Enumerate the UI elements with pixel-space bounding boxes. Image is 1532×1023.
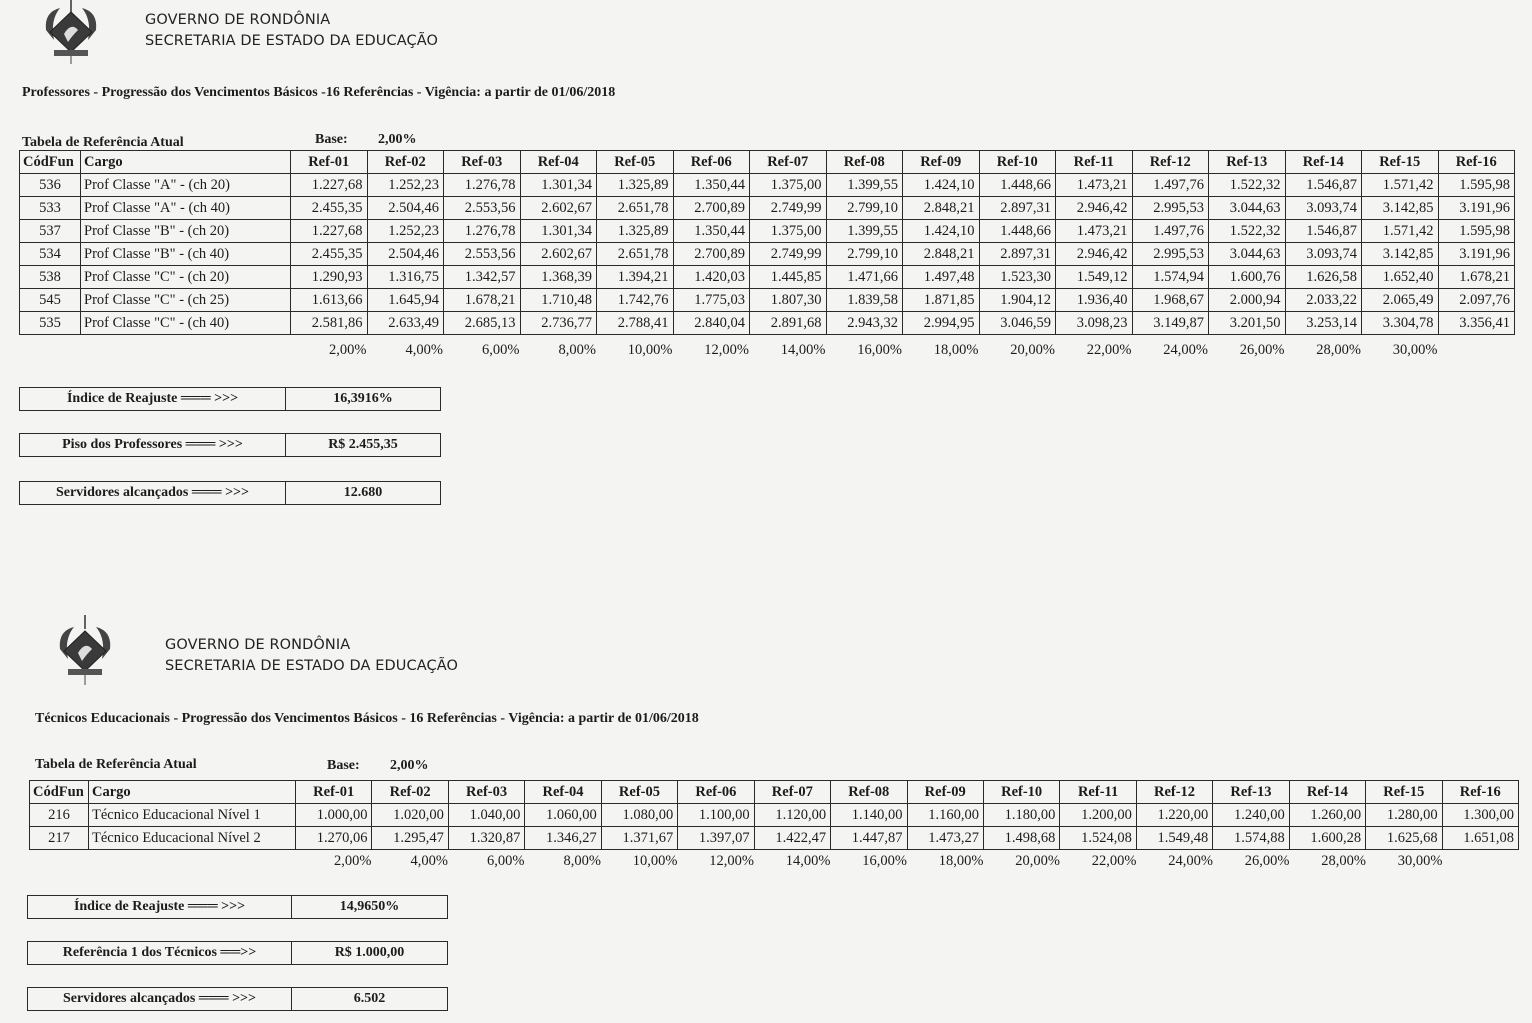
cell-codfun: 534 <box>20 243 81 266</box>
column-header-cargo: Cargo <box>89 781 296 804</box>
summary-value: 14,9650% <box>339 899 400 914</box>
table-row <box>20 197 1515 220</box>
percentage-label: 26,00% <box>1239 342 1285 358</box>
cell-cargo: Prof Classe "C" - (ch 20) <box>81 266 291 289</box>
percentage-label: 14,00% <box>785 853 831 869</box>
cell-codfun: 537 <box>20 220 81 243</box>
cell-salary-value: 1.473,21 <box>1056 220 1133 243</box>
cell-salary-value: 1.651,08 <box>1442 827 1518 850</box>
column-header-ref: Ref-07 <box>754 781 830 804</box>
cell-salary-value: 1.424,10 <box>903 220 980 243</box>
org-department: SECRETARIA DE ESTADO DA EDUCAÇÃO <box>145 33 438 49</box>
cell-salary-value: 1.252,23 <box>367 174 444 197</box>
cell-salary-value: 1.595,98 <box>1438 220 1515 243</box>
cell-salary-value: 2.685,13 <box>444 312 521 335</box>
cell-salary-value: 1.220,00 <box>1136 804 1212 827</box>
table-row <box>30 827 1519 850</box>
tecnicos-title: Técnicos Educacionais - Progressão dos Vencimentos Básicos - 16 Referências - Vigência: a partir de 01/06/2018 <box>35 711 699 726</box>
cell-salary-value: 1.301,34 <box>520 220 597 243</box>
cell-salary-value: 3.142,85 <box>1362 243 1439 266</box>
tecnicos-salary-table <box>29 780 1519 850</box>
cell-salary-value: 3.253,14 <box>1285 312 1362 335</box>
column-header-codfun: CódFun <box>30 781 89 804</box>
cell-cargo: Prof Classe "B" - (ch 20) <box>81 220 291 243</box>
cell-salary-value: 2.700,89 <box>673 243 750 266</box>
cell-salary-value: 2.700,89 <box>673 197 750 220</box>
percentage-label: 30,00% <box>1397 853 1443 869</box>
percentage-label: 18,00% <box>938 853 984 869</box>
percentage-label: 24,00% <box>1168 853 1213 869</box>
cell-salary-value: 1.574,88 <box>1213 827 1289 850</box>
cell-salary-value: 1.375,00 <box>750 174 827 197</box>
summary-box <box>19 481 441 505</box>
percentage-label: 8,00% <box>563 853 601 869</box>
percentage-label: 20,00% <box>1010 342 1055 358</box>
cell-salary-value: 1.626,58 <box>1285 266 1362 289</box>
summary-label: Servidores alcançados ═══ >>> <box>20 482 286 504</box>
cell-salary-value: 1.342,57 <box>444 266 521 289</box>
column-header-ref: Ref-06 <box>678 781 754 804</box>
cell-salary-value: 1.571,42 <box>1362 220 1439 243</box>
cell-salary-value: 1.227,68 <box>291 174 368 197</box>
cell-salary-value: 1.678,21 <box>1438 266 1515 289</box>
column-header-ref: Ref-16 <box>1438 151 1515 174</box>
tecnicos-caption: Tabela de Referência Atual <box>35 757 197 772</box>
cell-salary-value: 1.448,66 <box>979 220 1056 243</box>
percentage-label: 10,00% <box>632 853 678 869</box>
summary-value: 12.680 <box>343 485 383 500</box>
column-header-ref: Ref-08 <box>826 151 903 174</box>
cell-salary-value: 2.943,32 <box>826 312 903 335</box>
professores-caption: Tabela de Referência Atual <box>22 135 184 150</box>
cell-salary-value: 1.368,39 <box>520 266 597 289</box>
column-header-ref: Ref-01 <box>296 781 372 804</box>
percentage-label: 2,00% <box>329 342 367 358</box>
cell-cargo: Técnico Educacional Nível 2 <box>89 827 296 850</box>
cell-salary-value: 2.065,49 <box>1362 289 1439 312</box>
cell-salary-value: 1.600,28 <box>1289 827 1365 850</box>
cell-cargo: Prof Classe "B" - (ch 40) <box>81 243 291 266</box>
cell-cargo: Prof Classe "C" - (ch 40) <box>81 312 291 335</box>
cell-salary-value: 1.100,00 <box>678 804 754 827</box>
cell-codfun: 533 <box>20 197 81 220</box>
cell-salary-value: 1.371,67 <box>601 827 677 850</box>
percentage-label: 20,00% <box>1015 853 1060 869</box>
cell-salary-value: 1.571,42 <box>1362 174 1439 197</box>
cell-salary-value: 3.046,59 <box>979 312 1056 335</box>
org-header <box>145 10 438 52</box>
percentage-label: 10,00% <box>627 342 673 358</box>
cell-codfun: 538 <box>20 266 81 289</box>
org-header <box>165 635 458 677</box>
percentage-label: 4,00% <box>405 342 443 358</box>
cell-salary-value: 1.471,66 <box>826 266 903 289</box>
cell-salary-value: 1.549,48 <box>1136 827 1212 850</box>
cell-cargo: Prof Classe "A" - (ch 20) <box>81 174 291 197</box>
cell-salary-value: 1.375,00 <box>750 220 827 243</box>
column-header-ref: Ref-06 <box>673 151 750 174</box>
table-row <box>20 174 1515 197</box>
percentage-label: 2,00% <box>334 853 372 869</box>
cell-salary-value: 1.546,87 <box>1285 220 1362 243</box>
cell-salary-value: 2.994,95 <box>903 312 980 335</box>
cell-salary-value: 1.000,00 <box>296 804 372 827</box>
column-header-ref: Ref-10 <box>979 151 1056 174</box>
cell-salary-value: 1.140,00 <box>831 804 907 827</box>
column-header-ref: Ref-07 <box>750 151 827 174</box>
cell-salary-value: 1.839,58 <box>826 289 903 312</box>
column-header-ref: Ref-15 <box>1366 781 1442 804</box>
table-row <box>20 266 1515 289</box>
cell-salary-value: 3.201,50 <box>1209 312 1286 335</box>
cell-salary-value: 2.848,21 <box>903 197 980 220</box>
cell-salary-value: 1.524,08 <box>1060 827 1136 850</box>
cell-salary-value: 3.044,63 <box>1209 243 1286 266</box>
cell-salary-value: 1.522,32 <box>1209 174 1286 197</box>
org-department: SECRETARIA DE ESTADO DA EDUCAÇÃO <box>165 658 458 674</box>
column-header-ref: Ref-03 <box>444 151 521 174</box>
column-header-ref: Ref-02 <box>372 781 448 804</box>
cell-salary-value: 1.020,00 <box>372 804 448 827</box>
column-header-ref: Ref-11 <box>1056 151 1133 174</box>
cell-salary-value: 2.897,31 <box>979 243 1056 266</box>
cell-salary-value: 1.625,68 <box>1366 827 1442 850</box>
cell-salary-value: 1.473,21 <box>1056 174 1133 197</box>
percentage-label: 8,00% <box>558 342 596 358</box>
summary-value: 16,3916% <box>333 391 393 406</box>
column-header-ref: Ref-12 <box>1136 781 1212 804</box>
cell-salary-value: 2.736,77 <box>520 312 597 335</box>
cell-salary-value: 1.260,00 <box>1289 804 1365 827</box>
cell-salary-value: 1.871,85 <box>903 289 980 312</box>
cell-salary-value: 2.840,04 <box>673 312 750 335</box>
summary-box <box>27 895 448 919</box>
summary-label: Índice de Reajuste ═══ >>> <box>28 896 292 918</box>
percentage-label: 16,00% <box>862 853 907 869</box>
column-header-ref: Ref-15 <box>1362 151 1439 174</box>
cell-salary-value: 1.710,48 <box>520 289 597 312</box>
cell-salary-value: 1.445,85 <box>750 266 827 289</box>
cell-salary-value: 1.645,94 <box>367 289 444 312</box>
cell-salary-value: 1.652,40 <box>1362 266 1439 289</box>
table-row <box>20 220 1515 243</box>
column-header-ref: Ref-11 <box>1060 781 1136 804</box>
professores-base-value: 2,00% <box>378 132 417 147</box>
cell-salary-value: 3.304,78 <box>1362 312 1439 335</box>
percentage-label: 30,00% <box>1392 342 1438 358</box>
percentage-label: 6,00% <box>487 853 525 869</box>
cell-salary-value: 1.546,87 <box>1285 174 1362 197</box>
cell-salary-value: 1.522,32 <box>1209 220 1286 243</box>
cell-salary-value: 1.936,40 <box>1056 289 1133 312</box>
cell-salary-value: 2.946,42 <box>1056 197 1133 220</box>
cell-salary-value: 1.160,00 <box>907 804 983 827</box>
cell-salary-value: 3.098,23 <box>1056 312 1133 335</box>
cell-codfun: 217 <box>30 827 89 850</box>
cell-salary-value: 1.497,48 <box>903 266 980 289</box>
cell-salary-value: 2.455,35 <box>291 243 368 266</box>
cell-salary-value: 2.581,86 <box>291 312 368 335</box>
cell-salary-value: 1.448,66 <box>979 174 1056 197</box>
cell-salary-value: 1.325,89 <box>597 174 674 197</box>
cell-salary-value: 1.420,03 <box>673 266 750 289</box>
summary-box <box>27 941 448 965</box>
org-name: GOVERNO DE RONDÔNIA <box>165 637 351 653</box>
tecnicos-percentage-row <box>295 853 1443 870</box>
cell-salary-value: 1.080,00 <box>601 804 677 827</box>
column-header-ref: Ref-14 <box>1285 151 1362 174</box>
cell-salary-value: 2.553,56 <box>444 243 521 266</box>
professores-salary-table <box>19 150 1515 335</box>
cell-salary-value: 1.252,23 <box>367 220 444 243</box>
cell-salary-value: 1.422,47 <box>754 827 830 850</box>
percentage-label: 24,00% <box>1163 342 1208 358</box>
cell-salary-value: 1.574,94 <box>1132 266 1209 289</box>
column-header-ref: Ref-13 <box>1209 151 1286 174</box>
cell-salary-value: 2.799,10 <box>826 197 903 220</box>
cell-codfun: 535 <box>20 312 81 335</box>
cell-salary-value: 1.316,75 <box>367 266 444 289</box>
table-row <box>30 804 1519 827</box>
percentage-label: 6,00% <box>482 342 520 358</box>
cell-salary-value: 1.678,21 <box>444 289 521 312</box>
cell-salary-value: 1.200,00 <box>1060 804 1136 827</box>
professores-percentage-row <box>290 342 1438 359</box>
percentage-label: 4,00% <box>410 853 448 869</box>
column-header-ref: Ref-10 <box>983 781 1059 804</box>
cell-salary-value: 1.270,06 <box>296 827 372 850</box>
column-header-ref: Ref-05 <box>601 781 677 804</box>
percentage-label: 16,00% <box>857 342 902 358</box>
column-header-ref: Ref-04 <box>525 781 601 804</box>
cell-salary-value: 1.325,89 <box>597 220 674 243</box>
professores-base-label: Base: <box>315 132 348 147</box>
cell-salary-value: 1.613,66 <box>291 289 368 312</box>
column-header-ref: Ref-08 <box>831 781 907 804</box>
cell-salary-value: 2.799,10 <box>826 243 903 266</box>
percentage-label: 12,00% <box>704 342 749 358</box>
cell-salary-value: 1.276,78 <box>444 174 521 197</box>
cell-salary-value: 2.995,53 <box>1132 243 1209 266</box>
cell-salary-value: 1.280,00 <box>1366 804 1442 827</box>
cell-salary-value: 1.276,78 <box>444 220 521 243</box>
column-header-ref: Ref-14 <box>1289 781 1365 804</box>
percentage-label: 28,00% <box>1316 342 1361 358</box>
cell-salary-value: 1.807,30 <box>750 289 827 312</box>
org-name: GOVERNO DE RONDÔNIA <box>145 12 331 28</box>
cell-salary-value: 3.044,63 <box>1209 197 1286 220</box>
column-header-ref: Ref-04 <box>520 151 597 174</box>
cell-salary-value: 2.995,53 <box>1132 197 1209 220</box>
cell-salary-value: 2.788,41 <box>597 312 674 335</box>
cell-salary-value: 1.397,07 <box>678 827 754 850</box>
cell-salary-value: 1.060,00 <box>525 804 601 827</box>
summary-value: 6.502 <box>353 991 386 1006</box>
cell-salary-value: 3.191,96 <box>1438 197 1515 220</box>
cell-salary-value: 3.093,74 <box>1285 243 1362 266</box>
cell-salary-value: 2.602,67 <box>520 197 597 220</box>
cell-salary-value: 1.394,21 <box>597 266 674 289</box>
column-header-ref: Ref-12 <box>1132 151 1209 174</box>
cell-salary-value: 3.356,41 <box>1438 312 1515 335</box>
cell-salary-value: 2.946,42 <box>1056 243 1133 266</box>
percentage-label: 12,00% <box>709 853 754 869</box>
tecnicos-base-value: 2,00% <box>390 758 429 773</box>
cell-salary-value: 3.142,85 <box>1362 197 1439 220</box>
cell-salary-value: 1.523,30 <box>979 266 1056 289</box>
cell-salary-value: 2.602,67 <box>520 243 597 266</box>
cell-salary-value: 1.346,27 <box>525 827 601 850</box>
percentage-label: 18,00% <box>933 342 979 358</box>
column-header-cargo: Cargo <box>81 151 291 174</box>
table-header-row <box>30 781 1519 804</box>
percentage-label: 28,00% <box>1321 853 1366 869</box>
column-header-ref: Ref-05 <box>597 151 674 174</box>
cell-salary-value: 1.180,00 <box>983 804 1059 827</box>
cell-salary-value: 3.093,74 <box>1285 197 1362 220</box>
cell-salary-value: 1.904,12 <box>979 289 1056 312</box>
cell-salary-value: 2.000,94 <box>1209 289 1286 312</box>
column-header-ref: Ref-02 <box>367 151 444 174</box>
cell-salary-value: 1.424,10 <box>903 174 980 197</box>
cell-salary-value: 2.897,31 <box>979 197 1056 220</box>
cell-salary-value: 1.240,00 <box>1213 804 1289 827</box>
column-header-ref: Ref-03 <box>448 781 524 804</box>
state-crest-logo <box>52 615 118 687</box>
cell-salary-value: 1.040,00 <box>448 804 524 827</box>
cell-salary-value: 1.600,76 <box>1209 266 1286 289</box>
table-row <box>20 289 1515 312</box>
cell-salary-value: 2.651,78 <box>597 243 674 266</box>
column-header-ref: Ref-16 <box>1442 781 1518 804</box>
cell-salary-value: 1.498,68 <box>983 827 1059 850</box>
cell-salary-value: 1.300,00 <box>1442 804 1518 827</box>
summary-value: R$ 1.000,00 <box>334 945 405 960</box>
percentage-label: 26,00% <box>1244 853 1290 869</box>
cell-salary-value: 2.633,49 <box>367 312 444 335</box>
cell-salary-value: 1.301,34 <box>520 174 597 197</box>
cell-salary-value: 1.968,67 <box>1132 289 1209 312</box>
cell-salary-value: 1.227,68 <box>291 220 368 243</box>
summary-value: R$ 2.455,35 <box>328 437 398 452</box>
cell-salary-value: 2.553,56 <box>444 197 521 220</box>
summary-box <box>19 433 441 457</box>
cell-salary-value: 2.504,46 <box>367 197 444 220</box>
cell-codfun: 545 <box>20 289 81 312</box>
professores-title: Professores - Progressão dos Vencimentos Básicos -16 Referências - Vigência: a partir de 01/06/2018 <box>22 85 616 100</box>
cell-salary-value: 2.848,21 <box>903 243 980 266</box>
cell-codfun: 216 <box>30 804 89 827</box>
state-crest-logo <box>38 0 104 66</box>
cell-cargo: Prof Classe "C" - (ch 25) <box>81 289 291 312</box>
cell-salary-value: 2.033,22 <box>1285 289 1362 312</box>
cell-salary-value: 1.320,87 <box>448 827 524 850</box>
cell-salary-value: 3.149,87 <box>1132 312 1209 335</box>
cell-salary-value: 1.447,87 <box>831 827 907 850</box>
cell-salary-value: 1.399,55 <box>826 174 903 197</box>
table-row <box>20 312 1515 335</box>
cell-salary-value: 1.350,44 <box>673 174 750 197</box>
cell-salary-value: 1.295,47 <box>372 827 448 850</box>
summary-label: Servidores alcançados ═══ >>> <box>28 988 292 1010</box>
cell-salary-value: 1.549,12 <box>1056 266 1133 289</box>
cell-salary-value: 1.595,98 <box>1438 174 1515 197</box>
cell-salary-value: 1.497,76 <box>1132 220 1209 243</box>
table-row <box>20 243 1515 266</box>
cell-cargo: Prof Classe "A" - (ch 40) <box>81 197 291 220</box>
summary-label: Referência 1 dos Técnicos ══>> <box>28 942 292 964</box>
cell-salary-value: 3.191,96 <box>1438 243 1515 266</box>
summary-label: Piso dos Professores ═══ >>> <box>20 434 286 456</box>
tecnicos-base-label: Base: <box>327 758 360 773</box>
summary-box <box>27 987 448 1011</box>
cell-salary-value: 2.504,46 <box>367 243 444 266</box>
cell-salary-value: 1.120,00 <box>754 804 830 827</box>
cell-salary-value: 1.742,76 <box>597 289 674 312</box>
column-header-ref: Ref-01 <box>291 151 368 174</box>
cell-salary-value: 1.290,93 <box>291 266 368 289</box>
percentage-label: 14,00% <box>780 342 826 358</box>
summary-box <box>19 387 441 411</box>
cell-salary-value: 1.473,27 <box>907 827 983 850</box>
cell-cargo: Técnico Educacional Nível 1 <box>89 804 296 827</box>
cell-salary-value: 2.651,78 <box>597 197 674 220</box>
cell-salary-value: 2.749,99 <box>750 243 827 266</box>
cell-salary-value: 2.455,35 <box>291 197 368 220</box>
cell-salary-value: 2.749,99 <box>750 197 827 220</box>
percentage-label: 22,00% <box>1091 853 1137 869</box>
cell-codfun: 536 <box>20 174 81 197</box>
column-header-codfun: CódFun <box>20 151 81 174</box>
summary-label: Índice de Reajuste ═══ >>> <box>20 388 286 410</box>
table-header-row <box>20 151 1515 174</box>
cell-salary-value: 1.350,44 <box>673 220 750 243</box>
column-header-ref: Ref-09 <box>903 151 980 174</box>
cell-salary-value: 1.497,76 <box>1132 174 1209 197</box>
cell-salary-value: 1.399,55 <box>826 220 903 243</box>
column-header-ref: Ref-13 <box>1213 781 1289 804</box>
cell-salary-value: 2.097,76 <box>1438 289 1515 312</box>
column-header-ref: Ref-09 <box>907 781 983 804</box>
cell-salary-value: 1.775,03 <box>673 289 750 312</box>
percentage-label: 22,00% <box>1086 342 1132 358</box>
cell-salary-value: 2.891,68 <box>750 312 827 335</box>
